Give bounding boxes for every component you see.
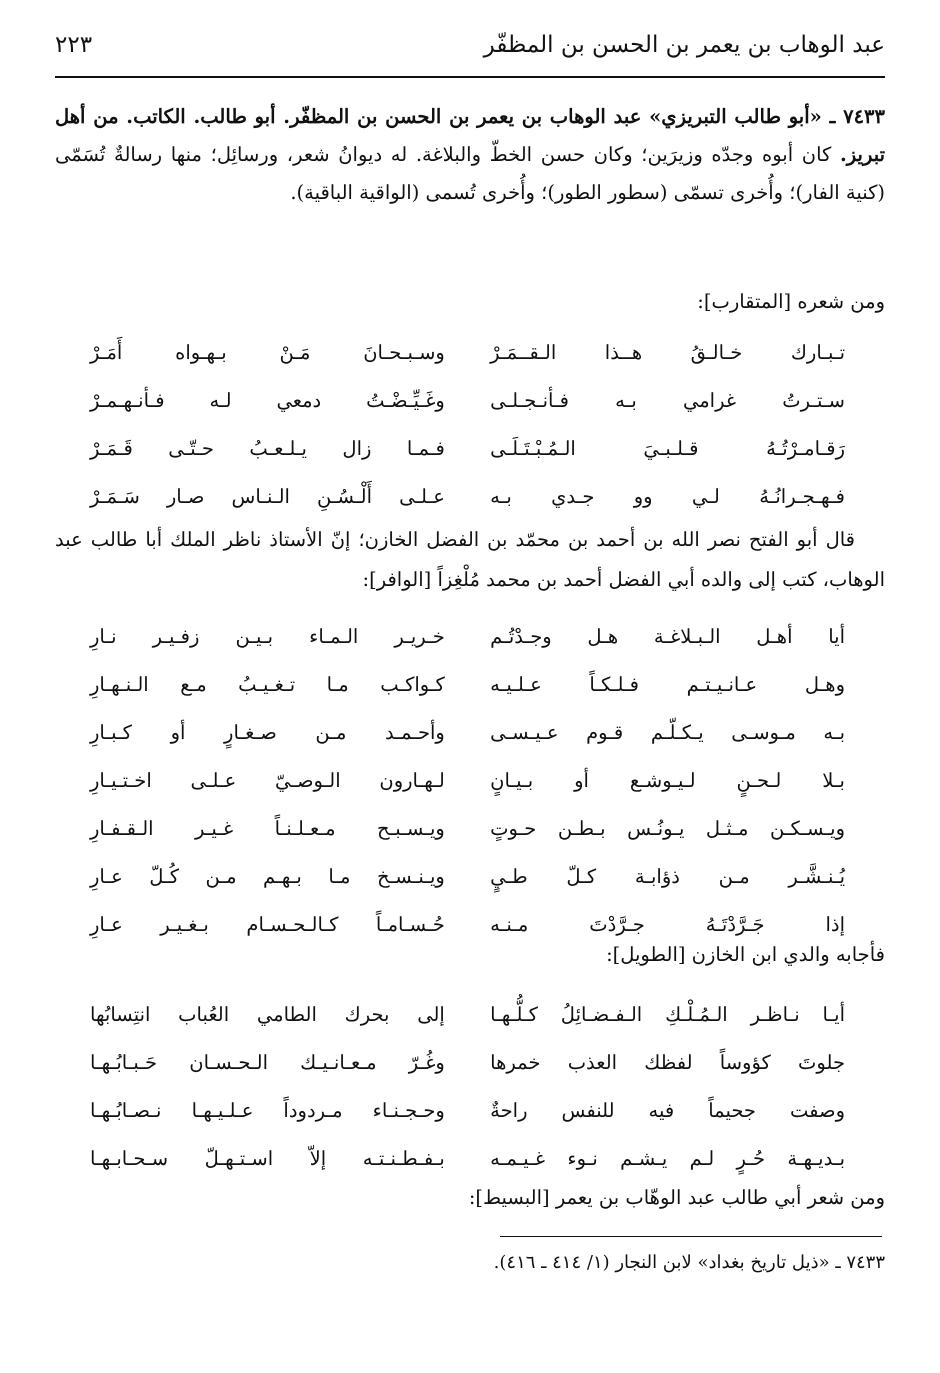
hemistich-second: خـريـر الـمـاء بـيـن زفـيـر نـارِ — [90, 624, 445, 648]
verse-row — [90, 990, 845, 1038]
hemistich-first: تـبـارك خـالـقُ هــذا الـقــمَـرْ — [490, 340, 845, 364]
hemistich-second: وغَـيِّـضْـتُ دمعي لـه فـأنـهـمـرْ — [90, 388, 445, 412]
hemistich-first: وصفت جحيماً فيه للنفس راحةٌ — [490, 1098, 845, 1122]
verse-row — [90, 852, 845, 900]
hemistich-second: لـهـارون الـوصـيّ عـلـى اخـتـيـارِ — [90, 768, 445, 792]
hemistich-first: إذا جَـرَّدْتَـهُ جـرَّدْتَ مـنـه — [490, 912, 845, 936]
poem-tawil — [90, 990, 845, 1182]
page-number: ٢٢٣ — [55, 32, 93, 58]
verse-row — [90, 660, 845, 708]
poem-wafir — [90, 612, 845, 948]
poem3-intro: فأجابه والدي ابن الخازن [الطويل]: — [606, 943, 885, 966]
poem-mutaqarib — [90, 328, 845, 520]
verse-row — [90, 1038, 845, 1086]
verse-row — [90, 756, 845, 804]
verse-row — [90, 1134, 845, 1182]
hemistich-second: عـلـى أَلْـسُـنِ الـنـاس صـار سَـمَـرْ — [90, 484, 445, 508]
verse-row — [90, 472, 845, 520]
verse-row — [90, 424, 845, 472]
narration-paragraph — [55, 520, 885, 600]
hemistich-second: بـفـطـنـتـه إلاّ اسـتـهـلّ سـحـابـهـا — [90, 1146, 445, 1170]
hemistich-second: وغُـرّ مـعـانـيـك الـحـسـان حَـبـابُـهـا — [90, 1050, 445, 1074]
entry-paragraph — [55, 98, 885, 212]
hemistich-first: بـلا لـحـنٍ لـيـوشـع أو بـيـانٍ — [490, 768, 845, 792]
entry-text: كان أبوه وجدّه وزيرَين؛ وكان حسن الخطّ والبلاغة. له ديوانُ شعر، ورسائِل؛ منها رسالةٌ تُسَمّى (كنية الفار)؛ وأُخرى تسمّى (سطور الطور)؛ وأُخرى تُسمى (الواقية الباقية). — [55, 143, 885, 204]
footnote-rule — [500, 1236, 882, 1237]
verse-row — [90, 804, 845, 852]
hemistich-first: وهـل عـانـيـتـم فـلـكـاً عـلـيـه — [490, 672, 845, 696]
verse-row — [90, 376, 845, 424]
hemistich-second: فـمـا زال يـلـعـبُ حـتّـى قَـمَـرْ — [90, 436, 445, 460]
hemistich-second: حُـسـامـاً كـالـحـسـام بـغـيـر عـارِ — [90, 912, 445, 936]
hemistich-second: إلى بحرك الطامي العُباب انتِسابُها — [90, 1002, 445, 1026]
running-header — [55, 22, 885, 78]
hemistich-first: فـهـجـرانُـهُ لـي وو جـدي بـه — [490, 484, 845, 508]
verse-row — [90, 612, 845, 660]
hemistich-first: أيا أهـل الـبـلاغـة هـل وجـدْتُـم — [490, 624, 845, 648]
verse-row — [90, 1086, 845, 1134]
verse-row — [90, 328, 845, 376]
verse-row — [90, 900, 845, 948]
closing-line: ومن شعر أبي طالب عبد الوهّاب بن يعمر [البسيط]: — [468, 1186, 885, 1209]
hemistich-first: ويـسـكـن مـثـل يـونُـس بـطـن حـوتٍ — [490, 816, 845, 840]
header-title: عبد الوهاب بن يعمر بن الحسن بن المظفّر — [483, 32, 885, 58]
hemistich-first: جلوتَ كؤوساً لفظك العذب خمرها — [490, 1050, 845, 1074]
hemistich-first: سـتـرتُ غرامي بـه فـأنـجـلـى — [490, 388, 845, 412]
header-rule — [55, 76, 885, 78]
hemistich-first: بـه مـوسـى يـكـلّـم قـوم عـيـسـى — [490, 720, 845, 744]
hemistich-first: أيـا نـاظـر الـمُـلْـكِ الـفـضـائِلُ كـلُّـهـا — [490, 1002, 845, 1026]
hemistich-second: كـواكـب مـا تـغـيـبُ مـع الـنـهـارِ — [90, 672, 445, 696]
hemistich-second: ويـسـبـح مـعـلـنـاً غـيـر الـقـفـارِ — [90, 816, 445, 840]
footnote: ٧٤٣٣ ـ «ذيل تاريخ بغداد» لابن النجار (١/ ٤١٤ ـ ٤١٦). — [493, 1252, 885, 1273]
hemistich-first: يُـنـشَّـر مـن ذؤابـة كـلّ طـيٍ — [490, 864, 845, 888]
hemistich-second: وسـبـحـانَ مَـنْ بـهـواه أَمَـرْ — [90, 340, 445, 364]
verse-row — [90, 708, 845, 756]
poem1-intro: ومن شعره [المتقارب]: — [697, 290, 885, 313]
hemistich-first: بـديـهـة حُـرٍ لـم يـشـم نـوء غـيـمـه — [490, 1146, 845, 1170]
hemistich-second: وأحـمـد مـن صـغـارٍ أو كـبـارِ — [90, 720, 445, 744]
hemistich-second: وحـجـنـاء مـردوداً عـلـيـهـا نـصـابُـهـا — [90, 1098, 445, 1122]
hemistich-second: ويـنـسـخ مـا بـهـم مـن كُـلّ عـارِ — [90, 864, 445, 888]
entry-heading: ٧٤٣٣ ـ «أبو طالب التبريزي» عبد الوهاب بن يعمر بن الحسن بن المظفّر. أبو طالب. الكاتب. من أهل تبريز. — [55, 105, 886, 166]
hemistich-first: رَقـامـرْتُـهُ قـلـبـيَ الـمُـبْـتَـلَـى — [490, 436, 845, 460]
narration-text: قال أبو الفتح نصر الله بن أحمد بن محمّد بن الفضل الخازن؛ إنّ الأستاذ ناظر الملك أبا طالب عبد الوهاب، كتب إلى والده أبي الفضل أحمد بن محمد مُلْغِزاً [الوافر]: — [55, 528, 885, 591]
